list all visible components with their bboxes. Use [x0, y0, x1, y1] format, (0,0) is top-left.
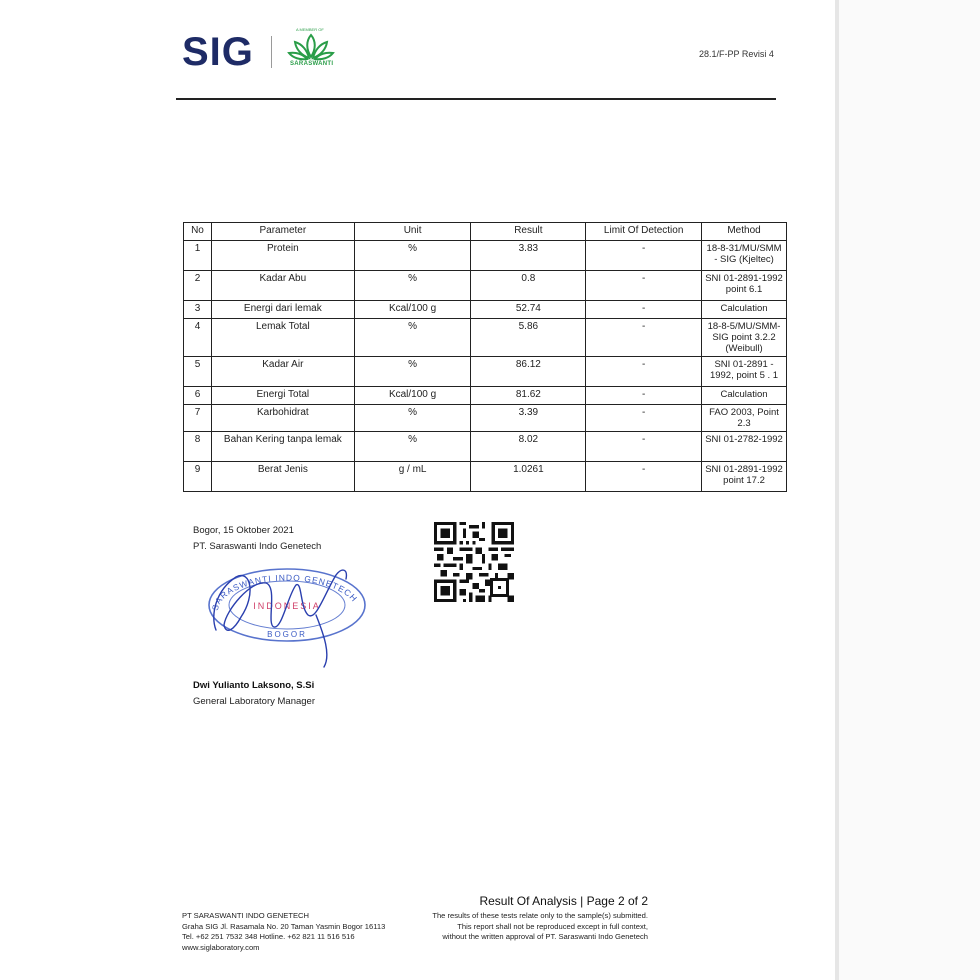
cell-no: 2: [184, 271, 212, 301]
cell-unit: %: [354, 405, 471, 432]
header-lod: Limit Of Detection: [586, 223, 702, 241]
cell-lod: -: [586, 301, 702, 319]
header-parameter: Parameter: [211, 223, 354, 241]
cell-result: 3.39: [471, 405, 586, 432]
cell-method: 18-8-31/MU/SMM - SIG (Kjeltec): [702, 241, 787, 271]
cell-method: Calculation: [702, 387, 787, 405]
page-margin: [835, 0, 980, 980]
signatory-name: Dwi Yulianto Laksono, S.Si: [193, 680, 315, 691]
cell-lod: -: [586, 387, 702, 405]
cell-result: 5.86: [471, 319, 586, 357]
qr-code-icon: [434, 522, 514, 602]
header-method: Method: [702, 223, 787, 241]
cell-method: Calculation: [702, 301, 787, 319]
table-row: [184, 462, 787, 492]
table-row: [184, 432, 787, 462]
footer-website: www.siglaboratory.com: [182, 942, 260, 952]
document-code: 28.1/F-PP Revisi 4: [699, 49, 774, 59]
logo-divider: [271, 36, 272, 68]
cell-parameter: Karbohidrat: [211, 405, 354, 432]
cell-parameter: Energi dari lemak: [211, 301, 354, 319]
cell-method: SNI 01-2891-1992 point 6.1: [702, 271, 787, 301]
cell-lod: -: [586, 271, 702, 301]
cell-unit: %: [354, 319, 471, 357]
cell-lod: -: [586, 405, 702, 432]
cell-unit: %: [354, 357, 471, 387]
cell-unit: %: [354, 241, 471, 271]
footer-disclaimer: [432, 911, 648, 943]
cell-method: 18-8-5/MU/SMM-SIG point 3.2.2 (Weibull): [702, 319, 787, 357]
cell-unit: Kcal/100 g: [354, 301, 471, 319]
cell-no: 9: [184, 462, 212, 492]
header-no: No: [184, 223, 212, 241]
disclaimer-line: This report shall not be reproduced except in full context,: [457, 921, 648, 931]
cell-parameter: Protein: [211, 241, 354, 271]
cell-result: 52.74: [471, 301, 586, 319]
cell-lod: -: [586, 462, 702, 492]
company-stamp-with-signature: [196, 555, 376, 675]
cell-parameter: Bahan Kering tanpa lemak: [211, 432, 354, 462]
signatory-title: General Laboratory Manager: [193, 696, 315, 707]
header-result: Result: [471, 223, 586, 241]
footer-company-name: PT SARASWANTI INDO GENETECH: [182, 911, 309, 920]
cell-parameter: Kadar Abu: [211, 271, 354, 301]
footer-address: Graha SIG Jl. Rasamala No. 20 Taman Yasmin Bogor 16113: [182, 921, 386, 931]
cell-unit: %: [354, 432, 471, 462]
page-edge: [835, 0, 839, 980]
signature-company: PT. Saraswanti Indo Genetech: [193, 541, 322, 552]
disclaimer-line: without the written approval of PT. Saraswanti Indo Genetech: [442, 932, 648, 941]
cell-lod: -: [586, 241, 702, 271]
table-row: [184, 387, 787, 405]
cell-no: 7: [184, 405, 212, 432]
cell-no: 6: [184, 387, 212, 405]
table-header-row: [184, 223, 787, 241]
cell-unit: %: [354, 271, 471, 301]
cell-result: 86.12: [471, 357, 586, 387]
cell-unit: Kcal/100 g: [354, 387, 471, 405]
stamp-middle-text: INDONESIA: [253, 601, 321, 611]
cell-result: 81.62: [471, 387, 586, 405]
header-rule: [176, 98, 776, 100]
header-unit: Unit: [354, 223, 471, 241]
cell-result: 0.8: [471, 271, 586, 301]
sig-logo: SIG: [182, 30, 254, 74]
cell-parameter: Berat Jenis: [211, 462, 354, 492]
cell-result: 1.0261: [471, 462, 586, 492]
table-row: [184, 357, 787, 387]
cell-result: 8.02: [471, 432, 586, 462]
cell-unit: g / mL: [354, 462, 471, 492]
logo-tagline: A MEMBER OF: [296, 27, 324, 32]
cell-lod: -: [586, 357, 702, 387]
cell-no: 4: [184, 319, 212, 357]
table-row: [184, 301, 787, 319]
cell-parameter: Kadar Air: [211, 357, 354, 387]
saraswanti-logo-text: SARASWANTI: [290, 61, 334, 67]
cell-method: SNI 01-2782-1992: [702, 432, 787, 462]
table-row: [184, 241, 787, 271]
stamp-bottom-text: BOGOR: [267, 630, 307, 639]
cell-lod: -: [586, 432, 702, 462]
cell-method: SNI 01-2891-1992 point 17.2: [702, 462, 787, 492]
cell-no: 8: [184, 432, 212, 462]
report-page-title: Result Of Analysis | Page 2 of 2: [479, 894, 648, 908]
signature-place-date: Bogor, 15 Oktober 2021: [193, 525, 294, 536]
cell-parameter: Lemak Total: [211, 319, 354, 357]
results-table: [183, 222, 787, 492]
footer-phone: Tel. +62 251 7532 348 Hotline. +62 821 11 516 516: [182, 932, 355, 941]
cell-method: SNI 01-2891 - 1992, point 5 . 1: [702, 357, 787, 387]
cell-no: 5: [184, 357, 212, 387]
disclaimer-line: The results of these tests relate only to the sample(s) submitted.: [432, 911, 648, 920]
table-row: [184, 405, 787, 432]
stamp-top-text: SARASWANTI INDO GENETECH: [209, 572, 360, 612]
cell-method: FAO 2003, Point 2.3: [702, 405, 787, 432]
table-row: [184, 319, 787, 357]
cell-result: 3.83: [471, 241, 586, 271]
footer-company-info: [182, 911, 385, 953]
table-row: [184, 271, 787, 301]
cell-lod: -: [586, 319, 702, 357]
cell-parameter: Energi Total: [211, 387, 354, 405]
cell-no: 1: [184, 241, 212, 271]
cell-no: 3: [184, 301, 212, 319]
